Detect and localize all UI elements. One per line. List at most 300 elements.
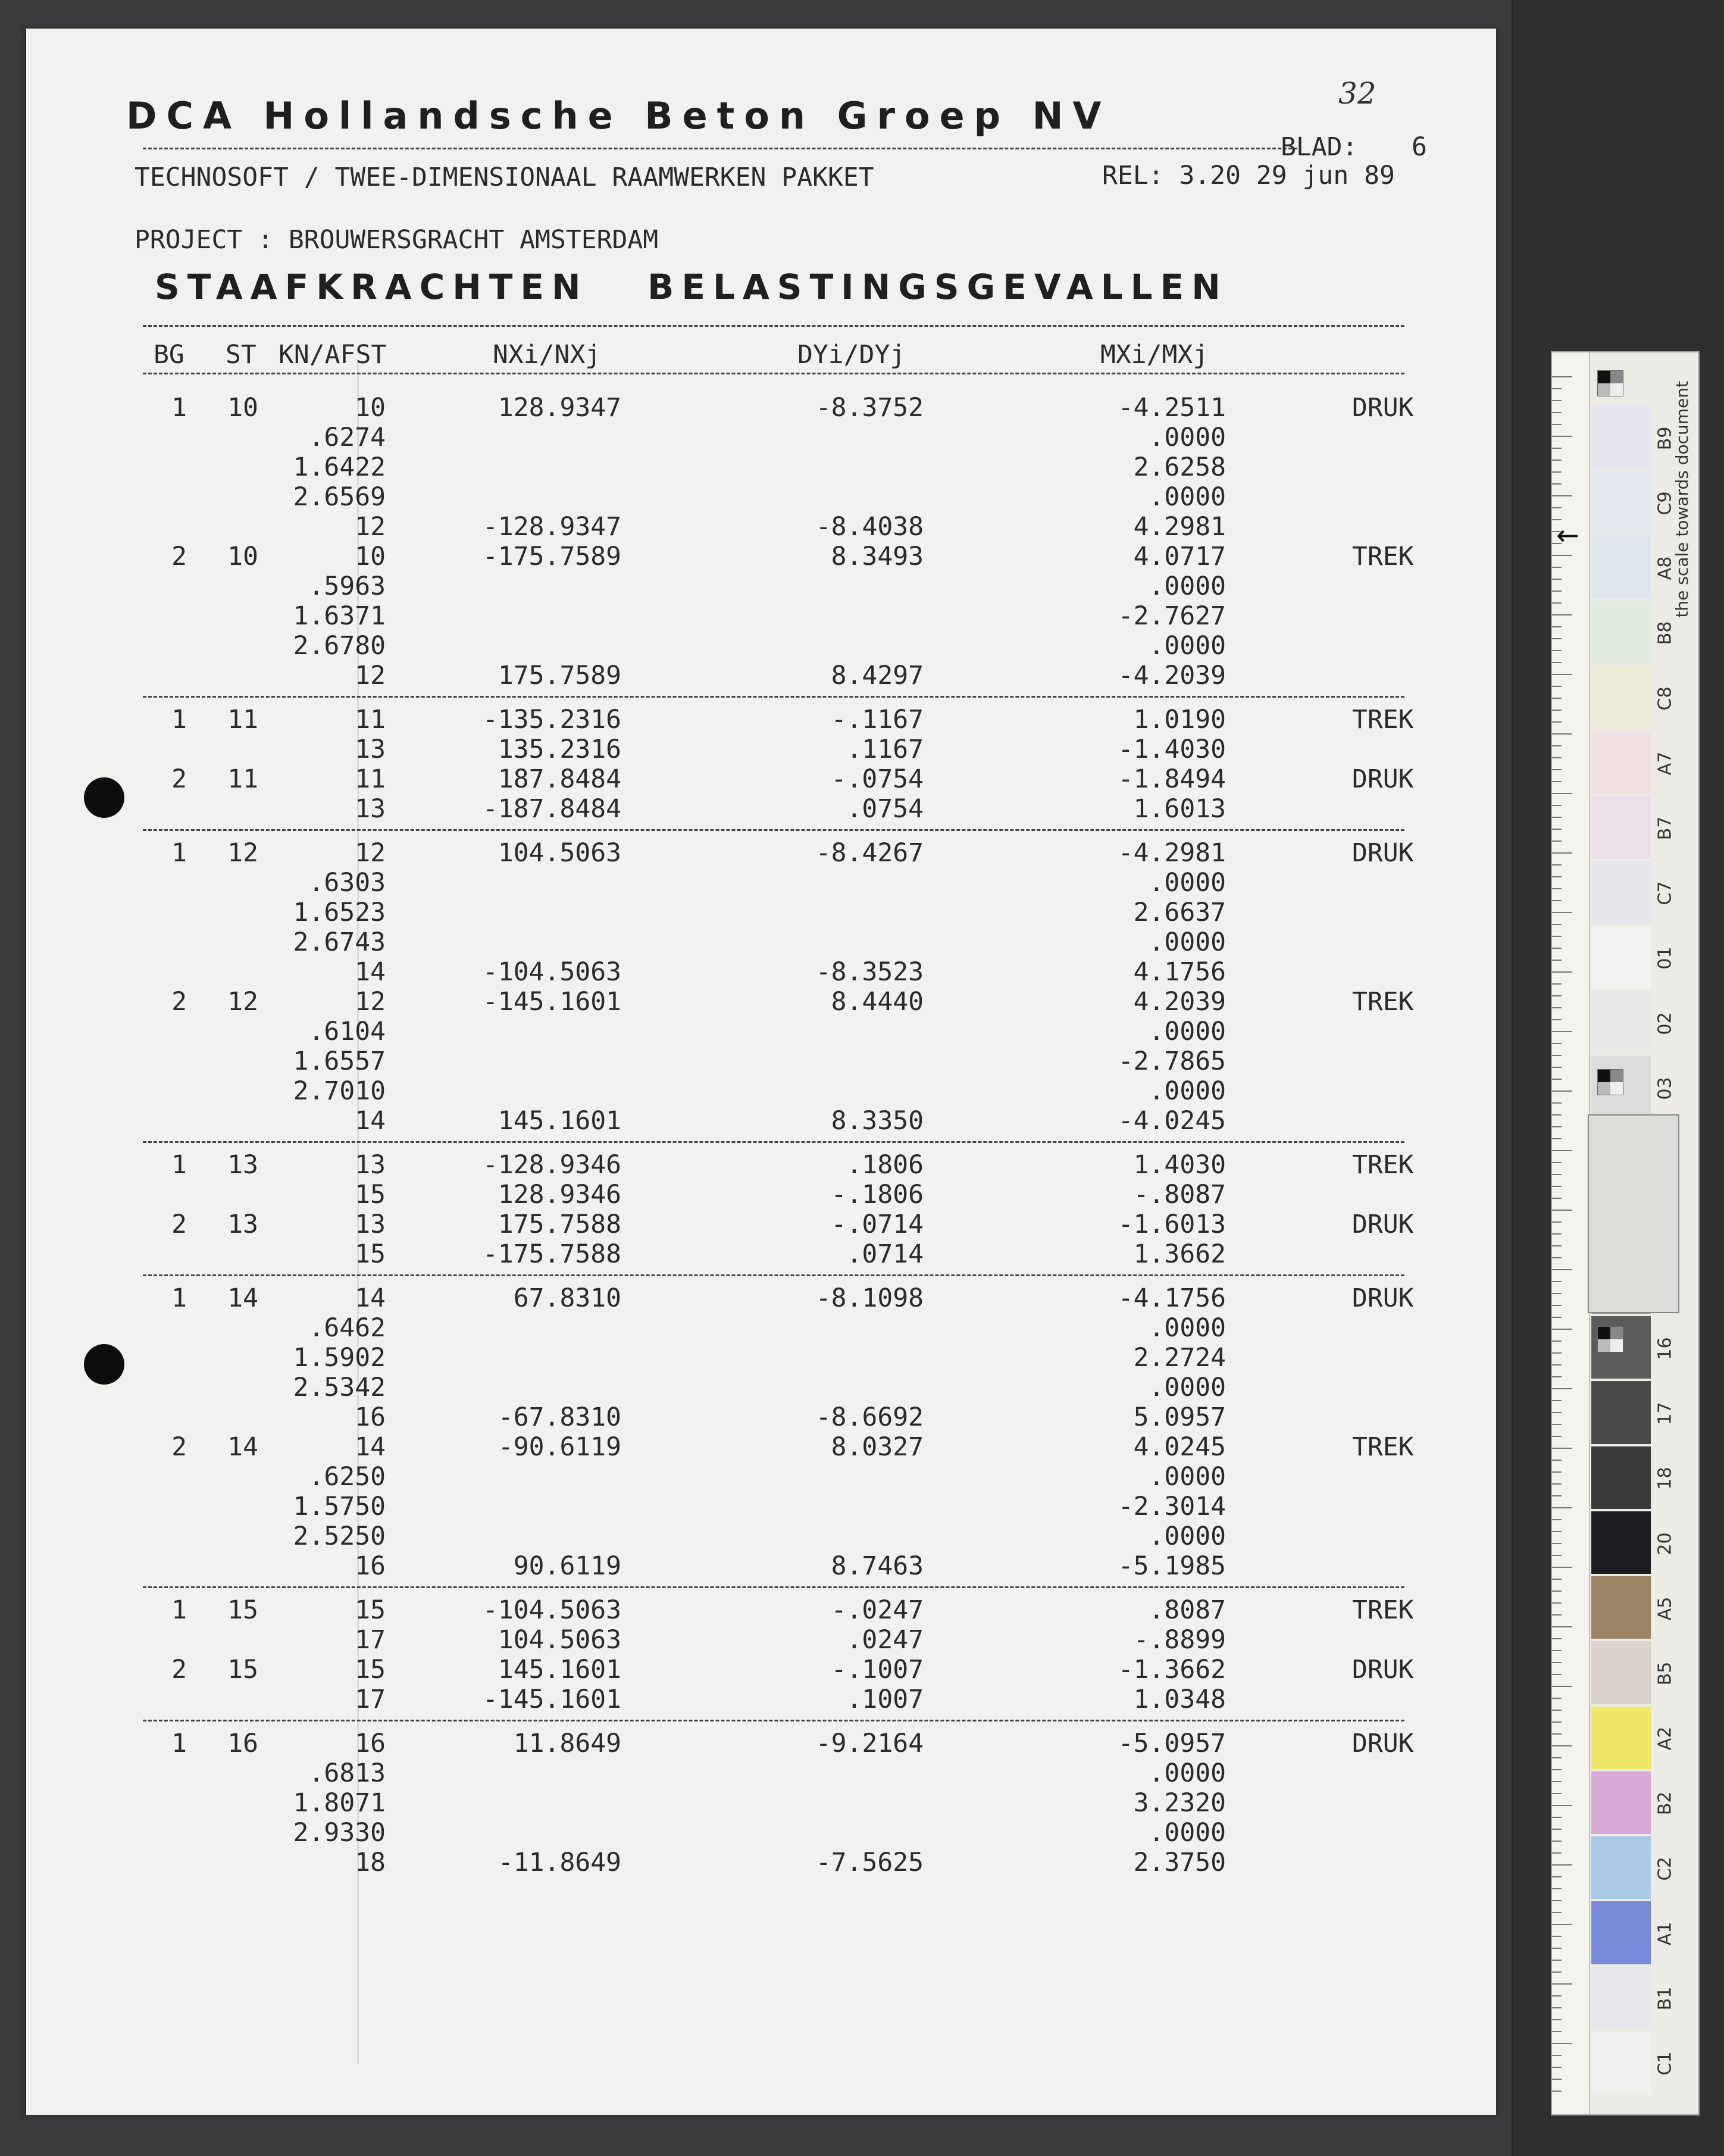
ruler-tick (1552, 960, 1562, 961)
color-patch-label: C7 (1654, 881, 1676, 905)
color-patch-label: 03 (1654, 1077, 1676, 1100)
color-patch (1591, 1576, 1651, 1639)
cell-kn: 1.6523 (293, 898, 386, 927)
ruler-tick (1552, 1376, 1562, 1377)
cell-mx: -4.0245 (1118, 1106, 1226, 1136)
cell-nx: 128.9346 (498, 1180, 621, 1210)
cell-kn: 2.9330 (293, 1818, 386, 1848)
cell-kn: .6104 (308, 1017, 386, 1046)
cell-kn: 11 (355, 764, 386, 794)
ruler-tick (1552, 1591, 1562, 1592)
ruler-tick (1552, 1614, 1562, 1616)
color-patch-label: C8 (1654, 686, 1676, 711)
color-patch (1591, 1967, 1651, 2029)
color-patch (1591, 1771, 1651, 1834)
color-patch-label: B7 (1654, 816, 1676, 840)
cell-st: 16 (227, 1729, 258, 1758)
cell-nx: 145.1601 (498, 1655, 621, 1685)
ruler-tick (1552, 1257, 1562, 1258)
cell-dy: -9.2164 (815, 1729, 924, 1758)
cell-mx: .0000 (1149, 631, 1226, 661)
ruler-tick (1552, 1150, 1572, 1151)
ruler-tick (1552, 1888, 1562, 1889)
cell-bg: 1 (171, 1729, 187, 1758)
cell-nx: -67.8310 (498, 1402, 621, 1432)
cell-dy: -8.1098 (815, 1283, 924, 1313)
cell-st: 13 (227, 1150, 258, 1180)
ruler-tick (1552, 2019, 1562, 2020)
cell-dy: -8.3523 (815, 957, 924, 987)
color-patch-label: 17 (1654, 1402, 1676, 1425)
cell-nx: -145.1601 (483, 1685, 621, 1714)
cell-kn: 17 (355, 1625, 386, 1655)
cell-kn: 12 (355, 838, 386, 868)
punch-hole-lower (84, 1344, 124, 1385)
cell-st: 12 (227, 838, 258, 868)
ruler-tick (1552, 995, 1562, 996)
ruler-tick (1552, 1341, 1562, 1342)
ruler-tick (1552, 1460, 1562, 1461)
ruler-tick (1552, 1043, 1562, 1044)
cell-mx: -4.2981 (1118, 838, 1226, 868)
arrow-left-icon: ← (1556, 519, 1579, 551)
cell-kn: 1.6557 (293, 1046, 386, 1076)
cell-st: 10 (227, 393, 258, 423)
cell-st: 15 (227, 1655, 258, 1685)
cell-dy: 8.4440 (831, 987, 924, 1017)
cell-bg: 2 (171, 1432, 187, 1462)
cell-st: 12 (227, 987, 258, 1017)
ruler-tick (1552, 1126, 1562, 1127)
cell-load-type: DRUK (1352, 764, 1414, 794)
cell-kn: 17 (355, 1685, 386, 1714)
col-header-bg: BG (154, 340, 184, 370)
cell-mx: .0000 (1149, 1373, 1226, 1402)
cell-kn: 15 (355, 1239, 386, 1269)
ruler-tick (1552, 912, 1572, 913)
color-patch (1591, 1511, 1651, 1574)
ruler-tick (1552, 1721, 1562, 1723)
color-patch (1591, 1901, 1651, 1964)
cell-mx: -1.8494 (1118, 764, 1226, 794)
ruler-tick (1552, 626, 1562, 627)
ruler-tick (1552, 507, 1562, 508)
ruler-tick (1552, 2007, 1562, 2008)
cell-kn: .5963 (308, 571, 386, 601)
ruler-tick (1552, 1733, 1562, 1735)
cell-bg: 2 (171, 987, 187, 1017)
cell-kn: .6303 (308, 868, 386, 898)
ruler-tick (1552, 1483, 1562, 1485)
ruler-tick (1552, 1067, 1562, 1068)
cell-mx: -1.3662 (1118, 1655, 1226, 1685)
cell-load-type: DRUK (1352, 393, 1414, 423)
color-patch (1591, 991, 1651, 1054)
cell-load-type: DRUK (1352, 1283, 1414, 1313)
ruler-tick (1552, 1031, 1572, 1032)
cell-mx: -4.1756 (1118, 1283, 1226, 1313)
ruler-tick (1552, 2043, 1572, 2044)
cell-st: 11 (227, 705, 258, 735)
ruler-tick (1552, 2091, 1562, 2092)
ruler-tick (1552, 1948, 1562, 1949)
cell-nx: -90.6119 (498, 1432, 621, 1462)
ruler-tick (1552, 1995, 1562, 1996)
ruler-tick (1552, 1579, 1562, 1580)
ruler-tick (1552, 793, 1572, 794)
col-header-st: ST (226, 340, 256, 370)
cell-dy: -.0714 (831, 1210, 924, 1239)
color-patch (1591, 1641, 1651, 1704)
cell-kn: 2.6743 (293, 927, 386, 957)
ruler-tick (1552, 1233, 1562, 1235)
ruler-tick (1552, 1007, 1562, 1008)
cell-bg: 1 (171, 838, 187, 868)
cell-mx: 4.0717 (1133, 542, 1226, 571)
cell-mx: .0000 (1149, 1076, 1226, 1106)
ruler-tick (1552, 1519, 1562, 1520)
ruler-tick (1552, 1650, 1562, 1651)
cell-mx: 1.3662 (1133, 1239, 1226, 1269)
cell-dy: 8.3350 (831, 1106, 924, 1136)
ruler-tick (1552, 1638, 1562, 1639)
ruler-tick (1552, 769, 1562, 770)
ruler-tick (1552, 590, 1562, 592)
color-patch-label: B5 (1654, 1661, 1676, 1686)
cell-kn: 13 (355, 1150, 386, 1180)
punch-hole-upper (84, 777, 124, 818)
cell-dy: -7.5625 (815, 1848, 924, 1877)
ruler-tick (1552, 1102, 1562, 1104)
cell-kn: 10 (355, 393, 386, 423)
cell-mx: 1.4030 (1133, 1150, 1226, 1180)
color-patch-label: 16 (1654, 1337, 1676, 1360)
cell-dy: .0714 (846, 1239, 924, 1269)
cell-kn: 2.6569 (293, 482, 386, 512)
cell-kn: .6462 (308, 1313, 386, 1343)
ruler-tick (1552, 400, 1562, 401)
ruler-tick (1552, 483, 1562, 485)
cell-mx: 2.6258 (1133, 452, 1226, 482)
cell-kn: 12 (355, 661, 386, 690)
cell-mx: .8087 (1149, 1595, 1226, 1625)
ruler-tick (1552, 1900, 1562, 1901)
cell-kn: 1.6422 (293, 452, 386, 482)
color-patch (1591, 1381, 1651, 1443)
cell-load-type: DRUK (1352, 1729, 1414, 1758)
ruler-tick (1552, 1626, 1572, 1627)
cell-dy: .1167 (846, 735, 924, 764)
cell-kn: 18 (355, 1848, 386, 1877)
table-rule-header (143, 373, 1404, 374)
cell-kn: 2.5342 (293, 1373, 386, 1402)
cell-kn: 11 (355, 705, 386, 735)
ruler-tick (1552, 1400, 1562, 1401)
cell-dy: -8.6692 (815, 1402, 924, 1432)
cell-mx: .0000 (1149, 1758, 1226, 1788)
color-patch-label: B1 (1654, 1986, 1676, 2011)
color-patch-label: C2 (1654, 1857, 1676, 1881)
ruler-tick (1552, 1329, 1572, 1330)
cell-dy: 8.4297 (831, 661, 924, 690)
color-patch-label: A8 (1654, 556, 1676, 580)
cell-mx: -5.1985 (1118, 1551, 1226, 1581)
cell-load-type: TREK (1352, 542, 1414, 571)
color-patch-label: B2 (1654, 1792, 1676, 1816)
cell-nx: -128.9346 (483, 1150, 621, 1180)
cell-dy: 8.7463 (831, 1551, 924, 1581)
cell-nx: -11.8649 (498, 1848, 621, 1877)
cell-mx: 2.2724 (1133, 1343, 1226, 1373)
color-patch-label: 20 (1654, 1532, 1676, 1555)
cell-mx: .0000 (1149, 868, 1226, 898)
section-title: STAAFKRACHTEN BELASTINGSGEVALLEN (155, 267, 1228, 307)
cell-nx: -104.5063 (483, 1595, 621, 1625)
ruler-tick (1552, 1805, 1572, 1806)
ruler-tick (1552, 864, 1562, 865)
color-patch-label: A5 (1654, 1596, 1676, 1621)
cell-mx: -4.2511 (1118, 393, 1226, 423)
cell-mx: -.8899 (1133, 1625, 1226, 1655)
ruler-tick (1552, 1829, 1562, 1830)
ruler-tick (1552, 1769, 1562, 1770)
project-line: PROJECT : BROUWERSGRACHT AMSTERDAM (134, 225, 659, 255)
cell-nx: 104.5063 (498, 1625, 621, 1655)
ruler-tick (1552, 1841, 1562, 1842)
color-patch (1591, 926, 1651, 989)
ruler-tick (1552, 1983, 1572, 1985)
group-separator (143, 1141, 1404, 1143)
ruler-tick (1552, 1710, 1562, 1711)
color-patch-label: C1 (1654, 2051, 1676, 2076)
cell-mx: 1.0348 (1133, 1685, 1226, 1714)
ruler-tick (1552, 1412, 1562, 1413)
cell-mx: 3.2320 (1133, 1788, 1226, 1818)
ruler-tick (1552, 1876, 1562, 1877)
ruler-tick (1552, 1686, 1572, 1687)
ruler-tick (1552, 650, 1562, 651)
cell-nx: -145.1601 (483, 987, 621, 1017)
color-patch (1591, 406, 1651, 468)
ruler-tick (1552, 614, 1572, 615)
cell-kn: 16 (355, 1402, 386, 1432)
color-patch-label: A1 (1654, 1921, 1676, 1946)
ruler-tick (1552, 805, 1562, 806)
ruler-tick (1552, 1817, 1562, 1818)
cell-nx: -175.7588 (483, 1239, 621, 1269)
ruler-tick (1552, 1162, 1562, 1163)
color-patch-label: A2 (1654, 1726, 1676, 1751)
group-separator (143, 1720, 1404, 1721)
cell-nx: -135.2316 (483, 705, 621, 735)
color-patch-label: 01 (1654, 946, 1676, 970)
cell-bg: 1 (171, 1283, 187, 1313)
cell-kn: 15 (355, 1595, 386, 1625)
cell-kn: 15 (355, 1655, 386, 1685)
cell-load-type: TREK (1352, 1432, 1414, 1462)
cell-nx: 11.8649 (513, 1729, 621, 1758)
color-patch (1591, 1707, 1651, 1769)
ruler-tick (1552, 1698, 1562, 1699)
cell-nx: -104.5063 (483, 957, 621, 987)
ruler-tick (1552, 460, 1562, 461)
ruler-tick (1552, 1293, 1562, 1294)
cell-mx: .0000 (1149, 571, 1226, 601)
cell-st: 15 (227, 1595, 258, 1625)
ruler-tick (1552, 1352, 1562, 1354)
ruler-tick (1552, 1055, 1562, 1056)
ruler-tick (1552, 471, 1562, 473)
ruler-tick (1552, 1436, 1562, 1437)
col-header-kn: KN/AFST (279, 340, 387, 370)
ruler-tick (1552, 662, 1562, 663)
color-patch (1591, 796, 1651, 858)
cell-load-type: DRUK (1352, 838, 1414, 868)
cell-kn: 10 (355, 542, 386, 571)
registration-target-top (1597, 370, 1623, 396)
cell-kn: .6813 (308, 1758, 386, 1788)
ruler-tick (1552, 1662, 1562, 1663)
cell-mx: .0000 (1149, 927, 1226, 957)
col-header-mx: MXi/MXj (1100, 340, 1209, 370)
cell-dy: .1007 (846, 1685, 924, 1714)
ruler-tick (1552, 1543, 1562, 1544)
cell-dy: -.0247 (831, 1595, 924, 1625)
cell-kn: 2.7010 (293, 1076, 386, 1106)
color-patch (1591, 2032, 1651, 2094)
cell-kn: 13 (355, 794, 386, 824)
color-patch-label: C9 (1654, 491, 1676, 515)
cell-dy: -8.4038 (815, 512, 924, 542)
cell-dy: 8.0327 (831, 1432, 924, 1462)
color-patch-label: A7 (1654, 751, 1676, 776)
cell-mx: -2.7627 (1118, 601, 1226, 631)
ruler-tick (1552, 1364, 1562, 1366)
ruler-tick (1552, 448, 1562, 449)
cell-bg: 1 (171, 1595, 187, 1625)
ruler-tick (1552, 567, 1562, 568)
scale-note: the scale towards document (1672, 381, 1692, 618)
color-patch-label: 02 (1654, 1012, 1676, 1035)
ruler-tick (1552, 1852, 1562, 1854)
cell-nx: -128.9347 (483, 512, 621, 542)
group-separator (143, 1586, 1404, 1588)
cell-load-type: TREK (1352, 987, 1414, 1017)
resolution-card (1588, 1114, 1679, 1313)
cell-st: 14 (227, 1432, 258, 1462)
cell-dy: -8.4267 (815, 838, 924, 868)
cell-mx: -2.3014 (1118, 1492, 1226, 1521)
ruler-tick (1552, 1757, 1562, 1758)
color-patch (1591, 731, 1651, 793)
ruler-tick (1552, 1138, 1562, 1139)
blad-label: BLAD: (1281, 132, 1358, 162)
cell-mx: 4.0245 (1133, 1432, 1226, 1462)
cell-kn: 16 (355, 1551, 386, 1581)
cell-bg: 2 (171, 1655, 187, 1685)
company-name: DCA Hollandsche Beton Groep NV (126, 94, 1111, 138)
ruler-tick (1552, 781, 1562, 782)
cell-mx: -1.4030 (1118, 735, 1226, 764)
ruler-tick (1552, 2055, 1562, 2056)
cell-dy: -.1806 (831, 1180, 924, 1210)
ruler-tick (1552, 817, 1562, 818)
ruler-tick (1552, 579, 1562, 580)
ruler-tick (1552, 1210, 1572, 1211)
cell-mx: 4.2981 (1133, 512, 1226, 542)
ruler-tick (1552, 1924, 1572, 1925)
ruler-tick (1552, 1317, 1562, 1318)
cell-bg: 2 (171, 542, 187, 571)
cell-mx: 5.0957 (1133, 1402, 1226, 1432)
ruler-tick (1552, 745, 1562, 746)
ruler-tick (1552, 1864, 1572, 1866)
ruler-tick (1552, 436, 1572, 437)
group-separator (143, 1274, 1404, 1276)
table-rule-top (143, 325, 1404, 327)
cell-mx: .0000 (1149, 1521, 1226, 1551)
ruler-tick (1552, 983, 1562, 985)
cell-kn: 1.5902 (293, 1343, 386, 1373)
color-patch-label: B8 (1654, 621, 1676, 645)
ruler-tick (1552, 710, 1562, 711)
ruler-tick (1552, 388, 1562, 389)
cell-bg: 1 (171, 393, 187, 423)
ruler-tick (1552, 2031, 1562, 2032)
ruler-tick (1552, 924, 1562, 925)
document-page (26, 29, 1496, 2115)
cell-dy: .0754 (846, 794, 924, 824)
cell-kn: 15 (355, 1180, 386, 1210)
cell-mx: .0000 (1149, 482, 1226, 512)
ruler-tick (1552, 721, 1562, 723)
blad-value: 6 (1412, 132, 1427, 162)
ruler-tick (1552, 1019, 1562, 1020)
color-patch (1591, 1836, 1651, 1899)
cell-st: 14 (227, 1283, 258, 1313)
ruler-tick (1552, 1507, 1572, 1508)
cell-nx: 135.2316 (498, 735, 621, 764)
ruler-tick (1552, 1495, 1562, 1496)
header-rule-top (143, 148, 1297, 149)
cell-nx: 145.1601 (498, 1106, 621, 1136)
cell-mx: 1.0190 (1133, 705, 1226, 735)
cell-mx: .0000 (1149, 1818, 1226, 1848)
ruler-tick (1552, 888, 1562, 889)
ruler-tick (1552, 686, 1562, 687)
ruler-tick (1552, 1745, 1572, 1746)
ruler-tick (1552, 876, 1562, 877)
cell-kn: 14 (355, 1106, 386, 1136)
cell-nx: 175.7589 (498, 661, 621, 690)
ruler-tick (1552, 376, 1572, 377)
ruler-tick (1552, 1174, 1562, 1175)
cell-kn: 14 (355, 1432, 386, 1462)
ruler-tick (1552, 971, 1572, 973)
cell-st: 10 (227, 542, 258, 571)
cell-mx: -4.2039 (1118, 661, 1226, 690)
color-patch (1591, 471, 1651, 533)
cell-mx: -2.7865 (1118, 1046, 1226, 1076)
cell-load-type: TREK (1352, 1595, 1414, 1625)
ruler-tick (1552, 733, 1572, 735)
cell-dy: -.0754 (831, 764, 924, 794)
ruler-tick (1552, 1424, 1562, 1425)
ruler-tick (1552, 1079, 1562, 1080)
cell-load-type: DRUK (1352, 1655, 1414, 1685)
cell-mx: -.8087 (1133, 1180, 1226, 1210)
ruler-tick (1552, 495, 1572, 496)
